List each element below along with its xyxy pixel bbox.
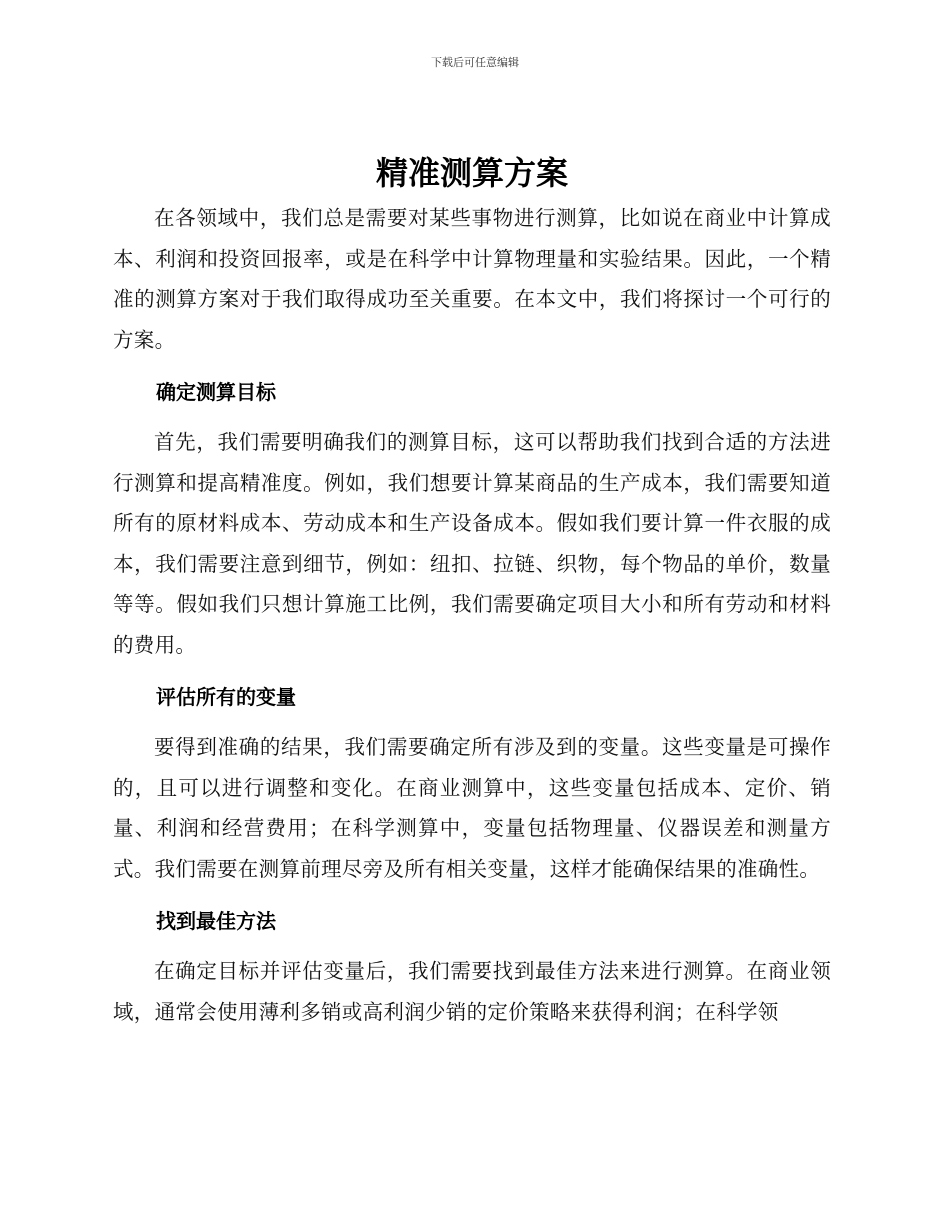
- section-heading-method: 找到最佳方法: [156, 909, 276, 933]
- section-body-method: 在确定目标并评估变量后，我们需要找到最佳方法来进行测算。在商业领域，通常会使用薄利多销或高利润少销的定价策略来获得利润；在科学领: [113, 959, 831, 1024]
- intro-paragraph: 在各领域中，我们总是需要对某些事物进行测算，比如说在商业中计算成本、利润和投资回报率，或是在科学中计算物理量和实验结果。因此，一个精准的测算方案对于我们取得成功至关重要。在本文中，我们将探讨一个可行的方案。: [113, 206, 831, 352]
- document-body: [113, 148, 831, 1032]
- section-body-variables: 要得到准确的结果，我们需要确定所有涉及到的变量。这些变量是可操作的，且可以进行调整和变化。在商业测算中，这些变量包括成本、定价、销量、利润和经营费用；在科学测算中，变量包括物理量、仪器误差和测量方式。我们需要在测算前理尽旁及所有相关变量，这样才能确保结果的准确性。: [113, 735, 831, 881]
- document-title: 精准测算方案: [375, 154, 568, 192]
- section-heading-goal: 确定测算目标: [156, 380, 276, 404]
- header-note: 下载后可任意编辑: [431, 56, 519, 69]
- section-body-goal: 首先，我们需要明确我们的测算目标，这可以帮助我们找到合适的方法进行测算和提高精准度。例如，我们想要计算某商品的生产成本，我们需要知道所有的原材料成本、劳动成本和生产设备成本。假如我们要计算一件衣服的成本，我们需要注意到细节，例如：纽扣、拉链、织物，每个物品的单价，数量等等。假如我们只想计算施工比例，我们需要确定项目大小和所有劳动和材料的费用。: [113, 430, 831, 657]
- section-heading-variables: 评估所有的变量: [156, 685, 296, 709]
